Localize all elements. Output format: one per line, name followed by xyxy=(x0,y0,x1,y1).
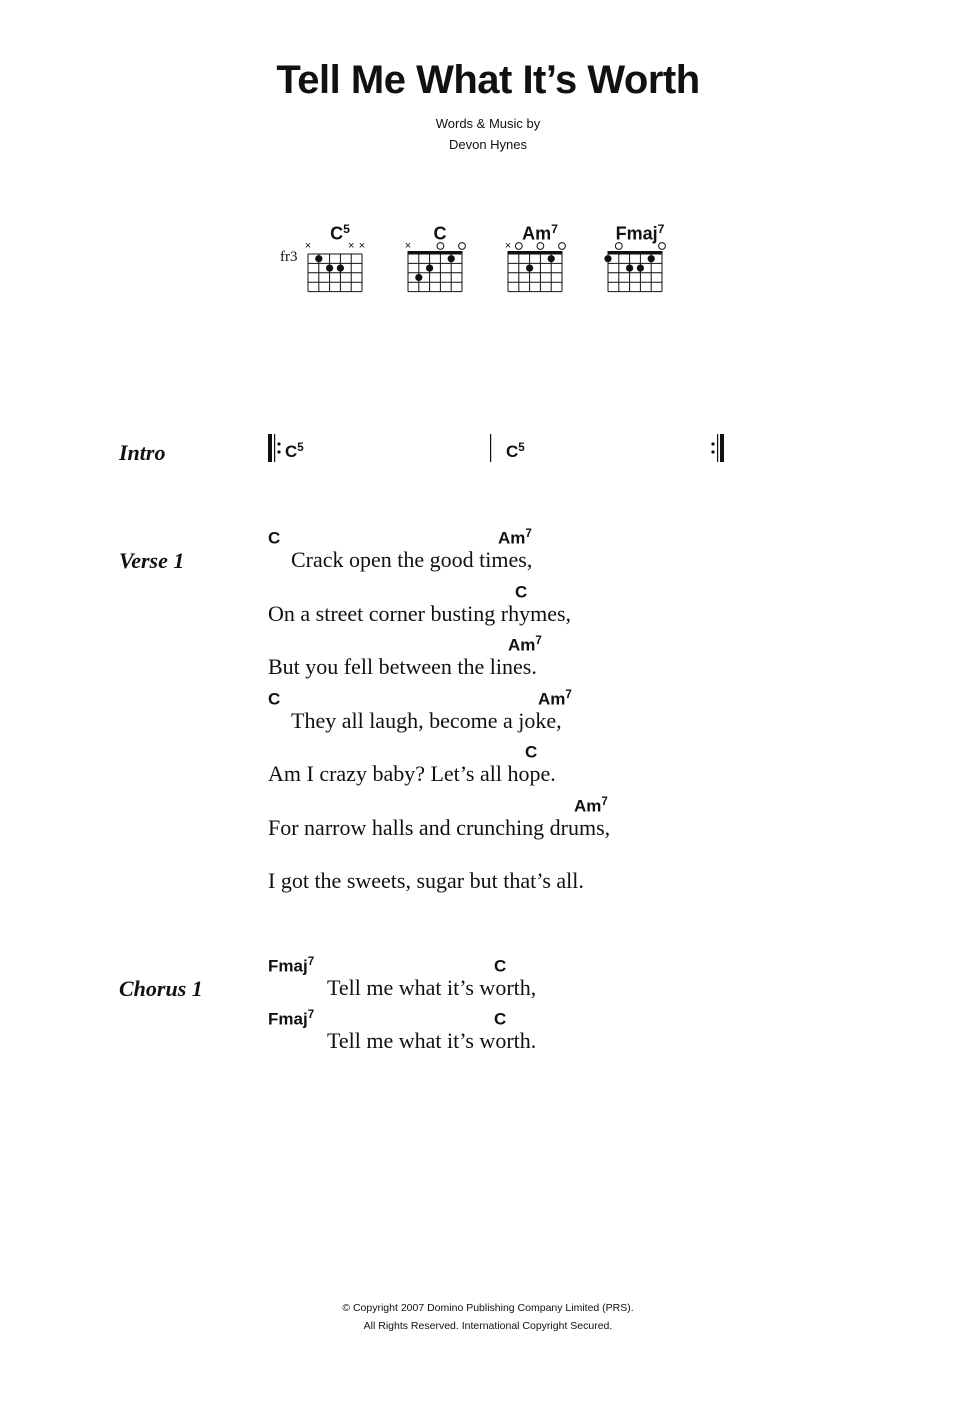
credit-composer: Devon Hynes xyxy=(448,137,528,152)
section-label-intro: Intro xyxy=(119,440,166,465)
credit-words-music: Words & Music by xyxy=(435,116,541,131)
muted-string-mark: × xyxy=(404,240,412,252)
chord-label: C xyxy=(268,528,281,548)
lyric-line: Crack open the good times, xyxy=(291,547,533,572)
chord-label: Am$^7$ xyxy=(574,796,608,816)
chord-label: Fmaj$^7$ xyxy=(268,956,315,976)
intro-bar1-chord: $C^5$ xyxy=(285,442,304,461)
rights-line: All Rights Reserved. International Copyright Secured. xyxy=(363,1320,613,1332)
open-string-mark xyxy=(615,243,622,250)
intro-bar2-chord: $C^5$ xyxy=(506,442,525,461)
repeat-start-barline xyxy=(266,432,286,464)
lyric-line: On a street corner busting rhymes, xyxy=(268,601,572,626)
nut xyxy=(508,251,563,255)
section-label-verse-1: Verse 1 xyxy=(119,548,185,573)
chord-grid xyxy=(300,238,370,298)
chord-diagram-c5 xyxy=(280,222,380,312)
repeat-end-barline xyxy=(706,432,726,464)
chord-diagram-am7 xyxy=(500,222,580,312)
chord-diagram-fmaj7 xyxy=(600,222,680,312)
finger-dot xyxy=(426,265,433,272)
chord-label: C xyxy=(494,1009,507,1029)
section-label-chorus-1: Chorus 1 xyxy=(119,976,203,1001)
chord-diagram-c xyxy=(400,222,480,312)
open-string-mark xyxy=(437,243,444,250)
nut xyxy=(408,251,463,255)
finger-dot xyxy=(626,265,633,272)
finger-dot xyxy=(548,255,555,262)
chord-label: C xyxy=(268,689,281,709)
open-string-mark xyxy=(459,243,466,250)
song-title: Tell Me What It’s Worth xyxy=(276,58,700,102)
barline xyxy=(488,434,494,462)
finger-dot xyxy=(637,265,644,272)
chord-diagram-name: Fmaj$^7$ xyxy=(615,222,665,244)
chord-label: Am$^7$ xyxy=(498,528,532,548)
lyric-line: Tell me what it’s worth. xyxy=(327,1028,537,1053)
chord-grid xyxy=(600,238,670,298)
chord-diagram-name: $C^5$ xyxy=(330,222,350,244)
finger-dot xyxy=(415,274,422,281)
finger-dot xyxy=(648,255,655,262)
open-string-mark xyxy=(537,243,544,250)
chord-diagram-name: Am$^7$ xyxy=(522,222,558,244)
finger-dot xyxy=(526,265,533,272)
lyric-line: For narrow halls and crunching drums, xyxy=(268,815,611,840)
fret-position-label: fr3 xyxy=(280,249,298,265)
finger-dot xyxy=(326,265,333,272)
muted-string-mark: × xyxy=(304,240,312,252)
muted-string-mark: × xyxy=(504,240,512,252)
chord-diagram-name: C xyxy=(433,223,447,244)
lyric-line: They all laugh, become a joke, xyxy=(291,708,562,733)
chord-label: C xyxy=(525,742,538,762)
finger-dot xyxy=(337,265,344,272)
finger-dot xyxy=(448,255,455,262)
chord-grid xyxy=(400,238,470,298)
open-string-mark xyxy=(659,243,666,250)
lyric-line: Tell me what it’s worth, xyxy=(327,975,537,1000)
chord-label: C xyxy=(494,956,507,976)
lyric-line: But you fell between the lines. xyxy=(268,654,537,679)
chord-label: Am$^7$ xyxy=(508,635,542,655)
finger-dot xyxy=(604,255,611,262)
lyric-line: I got the sweets, sugar but that’s all. xyxy=(268,868,584,893)
finger-dot xyxy=(315,255,322,262)
muted-string-mark: × xyxy=(358,240,366,252)
lyric-line: Am I crazy baby? Let’s all hope. xyxy=(268,761,556,786)
chord-label: Fmaj$^7$ xyxy=(268,1009,315,1029)
nut xyxy=(608,251,663,255)
chord-label: C xyxy=(515,582,528,602)
muted-string-mark: × xyxy=(347,240,355,252)
copyright-line: © Copyright 2007 Domino Publishing Company Limited (PRS). xyxy=(342,1302,634,1314)
chord-label: Am$^7$ xyxy=(538,689,572,709)
open-string-mark xyxy=(515,243,522,250)
open-string-mark xyxy=(559,243,566,250)
chord-grid xyxy=(500,238,570,298)
